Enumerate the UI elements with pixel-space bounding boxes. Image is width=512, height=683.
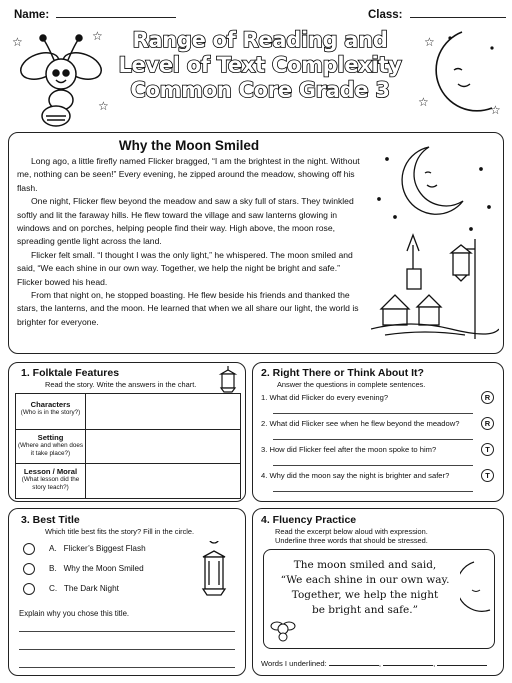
section-subtitle: Read the excerpt below aloud with expression.	[275, 527, 428, 536]
best-title-panel	[8, 508, 246, 676]
section-subtitle: Which title best fits the story? Fill in the circle.	[45, 527, 195, 536]
characters-answer-cell[interactable]	[86, 394, 240, 430]
answer-line[interactable]	[273, 491, 473, 492]
village-icon	[371, 139, 499, 347]
question-tag: R	[481, 391, 494, 404]
word-blank[interactable]	[329, 665, 379, 666]
setting-answer-cell[interactable]	[86, 430, 240, 464]
question-number: 3.	[261, 445, 268, 454]
answer-line[interactable]	[19, 631, 235, 632]
option-text: Why the Moon Smiled	[63, 564, 144, 573]
story-title: Why the Moon Smiled	[118, 138, 260, 153]
class-field[interactable]	[410, 17, 506, 18]
fluency-panel	[252, 508, 504, 676]
section-title: 3. Best Title	[21, 514, 80, 526]
section-subtitle: Read the story. Write the answers in the chart.	[45, 380, 197, 389]
excerpt-box	[263, 549, 495, 649]
answer-line[interactable]	[19, 667, 235, 668]
excerpt-line[interactable]: “We each shine in our own way.	[280, 574, 450, 586]
question-text: What did Flicker do every evening?	[269, 393, 389, 402]
lesson-answer-cell[interactable]	[86, 464, 240, 498]
question-3	[261, 445, 481, 454]
explain-prompt: Explain why you chose this title.	[19, 609, 130, 618]
question-number: 4.	[261, 471, 268, 480]
question-tag: T	[481, 469, 494, 482]
row-heading: Lesson / Moral	[23, 467, 78, 476]
star-icon: ☆	[424, 35, 435, 49]
section-title: 4. Fluency Practice	[261, 514, 357, 526]
option-letter: B.	[49, 564, 57, 573]
option-c-radio[interactable]	[23, 583, 35, 595]
story-panel	[8, 132, 504, 354]
story-text	[17, 155, 367, 329]
question-2	[261, 419, 481, 428]
answer-line[interactable]	[273, 413, 473, 414]
class-row	[368, 9, 506, 21]
question-text: How did Flicker feel after the moon spoke to him?	[269, 445, 437, 454]
star-icon: ☆	[418, 95, 429, 109]
section-title: 1. Folktale Features	[21, 367, 120, 379]
chart-row-lesson	[16, 464, 86, 498]
name-row	[14, 9, 176, 21]
words-underlined-row: Words I underlined: , ,	[261, 659, 487, 668]
section-title: 2. Right There or Think About It?	[261, 367, 424, 379]
question-number: 2.	[261, 419, 268, 428]
question-1	[261, 393, 481, 402]
answer-line[interactable]	[19, 649, 235, 650]
row-subheading: (Who is in the story?)	[20, 409, 81, 416]
moon-icon	[460, 560, 492, 616]
row-heading: Setting	[37, 433, 64, 442]
option-a	[49, 544, 146, 553]
question-text: What did Flicker see when he flew beyond the meadow?	[269, 419, 460, 428]
story-paragraph: From that night on, he stopped boasting. He flew beside his friends and thanked the stars, the lanterns, and the moon. He learned that when we all share our light, the world is brighter for everyone.	[17, 290, 359, 327]
right-there-panel	[252, 362, 504, 502]
firefly-icon	[270, 616, 296, 642]
star-icon: ☆	[12, 35, 23, 49]
folktale-chart	[15, 393, 241, 499]
option-text: Flicker’s Biggest Flash	[63, 544, 146, 553]
question-number: 1.	[261, 393, 268, 402]
firefly-icon	[16, 30, 108, 128]
name-label: Name:	[14, 9, 50, 21]
question-text: Why did the moon say the night is brighter and safer?	[269, 471, 450, 480]
lantern-icon	[217, 365, 239, 395]
section-subtitle: Underline three words that should be stressed.	[275, 536, 428, 545]
answer-line[interactable]	[273, 439, 473, 440]
word-blank[interactable]	[383, 665, 433, 666]
story-paragraph: One night, Flicker flew beyond the meadow and saw a sky full of stars. They twinkled softly and lit the faraway hills. He flew toward the village and saw lanterns glowing in windows and on porches, helping people find their way. High above, the moon rose, spreading gentle light across the land.	[17, 196, 354, 247]
excerpt-line[interactable]: The moon smiled and said,	[293, 559, 437, 571]
worksheet-title	[110, 28, 410, 103]
story-paragraph: Long ago, a little firefly named Flicker bragged, “I am the brightest in the night. Without me, nothing can be seen!” Every evening, he zipped around the meadow, showing off his flash.	[17, 156, 360, 193]
option-b-radio[interactable]	[23, 563, 35, 575]
option-b	[49, 564, 144, 573]
option-text: The Dark Night	[63, 584, 119, 593]
title-line-3: Common Core Grade 3	[130, 78, 390, 102]
row-subheading: (What lesson did the story teach?)	[21, 476, 80, 491]
story-paragraph: Flicker felt small. “I thought I was the only light,” he whispered. The moon smiled and said, “We each shine in our own way. Together, we help the night be bright and safe.” Flicker bowed his head.	[17, 249, 353, 287]
chart-row-setting	[16, 430, 86, 464]
chart-row-characters	[16, 394, 86, 430]
title-line-1: Range of Reading and	[132, 28, 388, 52]
word-blank[interactable]	[437, 665, 487, 666]
question-4	[261, 471, 481, 480]
name-field[interactable]	[56, 17, 176, 18]
option-letter: A.	[49, 544, 57, 553]
star-icon: ☆	[98, 99, 109, 113]
option-a-radio[interactable]	[23, 543, 35, 555]
star-icon: ☆	[490, 103, 501, 117]
option-c	[49, 584, 119, 593]
class-label: Class:	[368, 9, 403, 21]
excerpt-line[interactable]: Together, we help the night	[291, 589, 439, 601]
section-subtitle: Answer the questions in complete sentences.	[277, 380, 426, 389]
title-line-2: Level of Text Complexity	[118, 53, 402, 77]
question-tag: R	[481, 417, 494, 430]
question-tag: T	[481, 443, 494, 456]
words-label: Words I underlined:	[261, 659, 327, 668]
row-subheading: (Where and when does it take place?)	[17, 442, 84, 457]
option-letter: C.	[49, 584, 58, 593]
star-icon: ☆	[92, 29, 103, 43]
folktale-panel	[8, 362, 246, 502]
moon-icon	[432, 28, 498, 118]
excerpt-line[interactable]: be bright and safe.”	[312, 604, 418, 616]
answer-line[interactable]	[273, 465, 473, 466]
lantern-icon	[197, 541, 231, 605]
row-heading: Characters	[30, 400, 71, 409]
excerpt-text	[270, 558, 460, 618]
